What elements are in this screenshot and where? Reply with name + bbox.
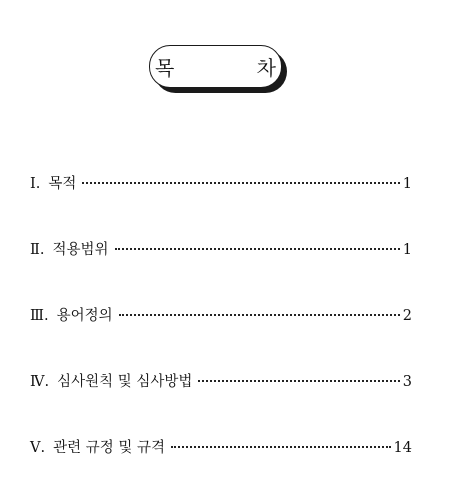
dot-leader bbox=[119, 314, 400, 316]
toc-item-label: 심사원칙 및 심사방법 bbox=[57, 374, 193, 390]
toc-item-number: Ⅲ. bbox=[30, 308, 49, 324]
toc-item-number: Ⅳ. bbox=[30, 374, 50, 390]
dot-leader bbox=[115, 248, 400, 250]
toc-item-2[interactable] bbox=[30, 238, 412, 304]
toc-item-number: Ⅴ. bbox=[30, 440, 46, 456]
title-box-frame bbox=[149, 45, 314, 88]
toc-item-number: Ⅰ. bbox=[30, 176, 41, 192]
toc-item-number: Ⅱ. bbox=[30, 242, 45, 258]
dot-leader bbox=[171, 446, 391, 448]
toc-item-page: 2 bbox=[402, 308, 412, 324]
dot-leader bbox=[198, 380, 399, 382]
toc-item-label: 용어정의 bbox=[56, 308, 113, 324]
toc-item-label: 관련 규정 및 규격 bbox=[53, 440, 165, 456]
toc-item-5[interactable] bbox=[30, 436, 412, 502]
toc-item-3[interactable] bbox=[30, 304, 412, 370]
toc-item-1[interactable] bbox=[30, 172, 412, 238]
toc-item-page: 3 bbox=[402, 374, 412, 390]
toc-item-4[interactable] bbox=[30, 370, 412, 436]
toc-item-page: 1 bbox=[402, 242, 412, 258]
toc-item-page: 1 bbox=[402, 176, 412, 192]
dot-leader bbox=[82, 182, 399, 184]
toc-item-page: 14 bbox=[393, 440, 412, 456]
table-of-contents bbox=[30, 172, 412, 502]
toc-title-box bbox=[149, 45, 314, 95]
toc-item-label: 목적 bbox=[48, 176, 77, 192]
page-title: 목 차 bbox=[155, 56, 314, 80]
toc-item-label: 적용범위 bbox=[52, 242, 109, 258]
